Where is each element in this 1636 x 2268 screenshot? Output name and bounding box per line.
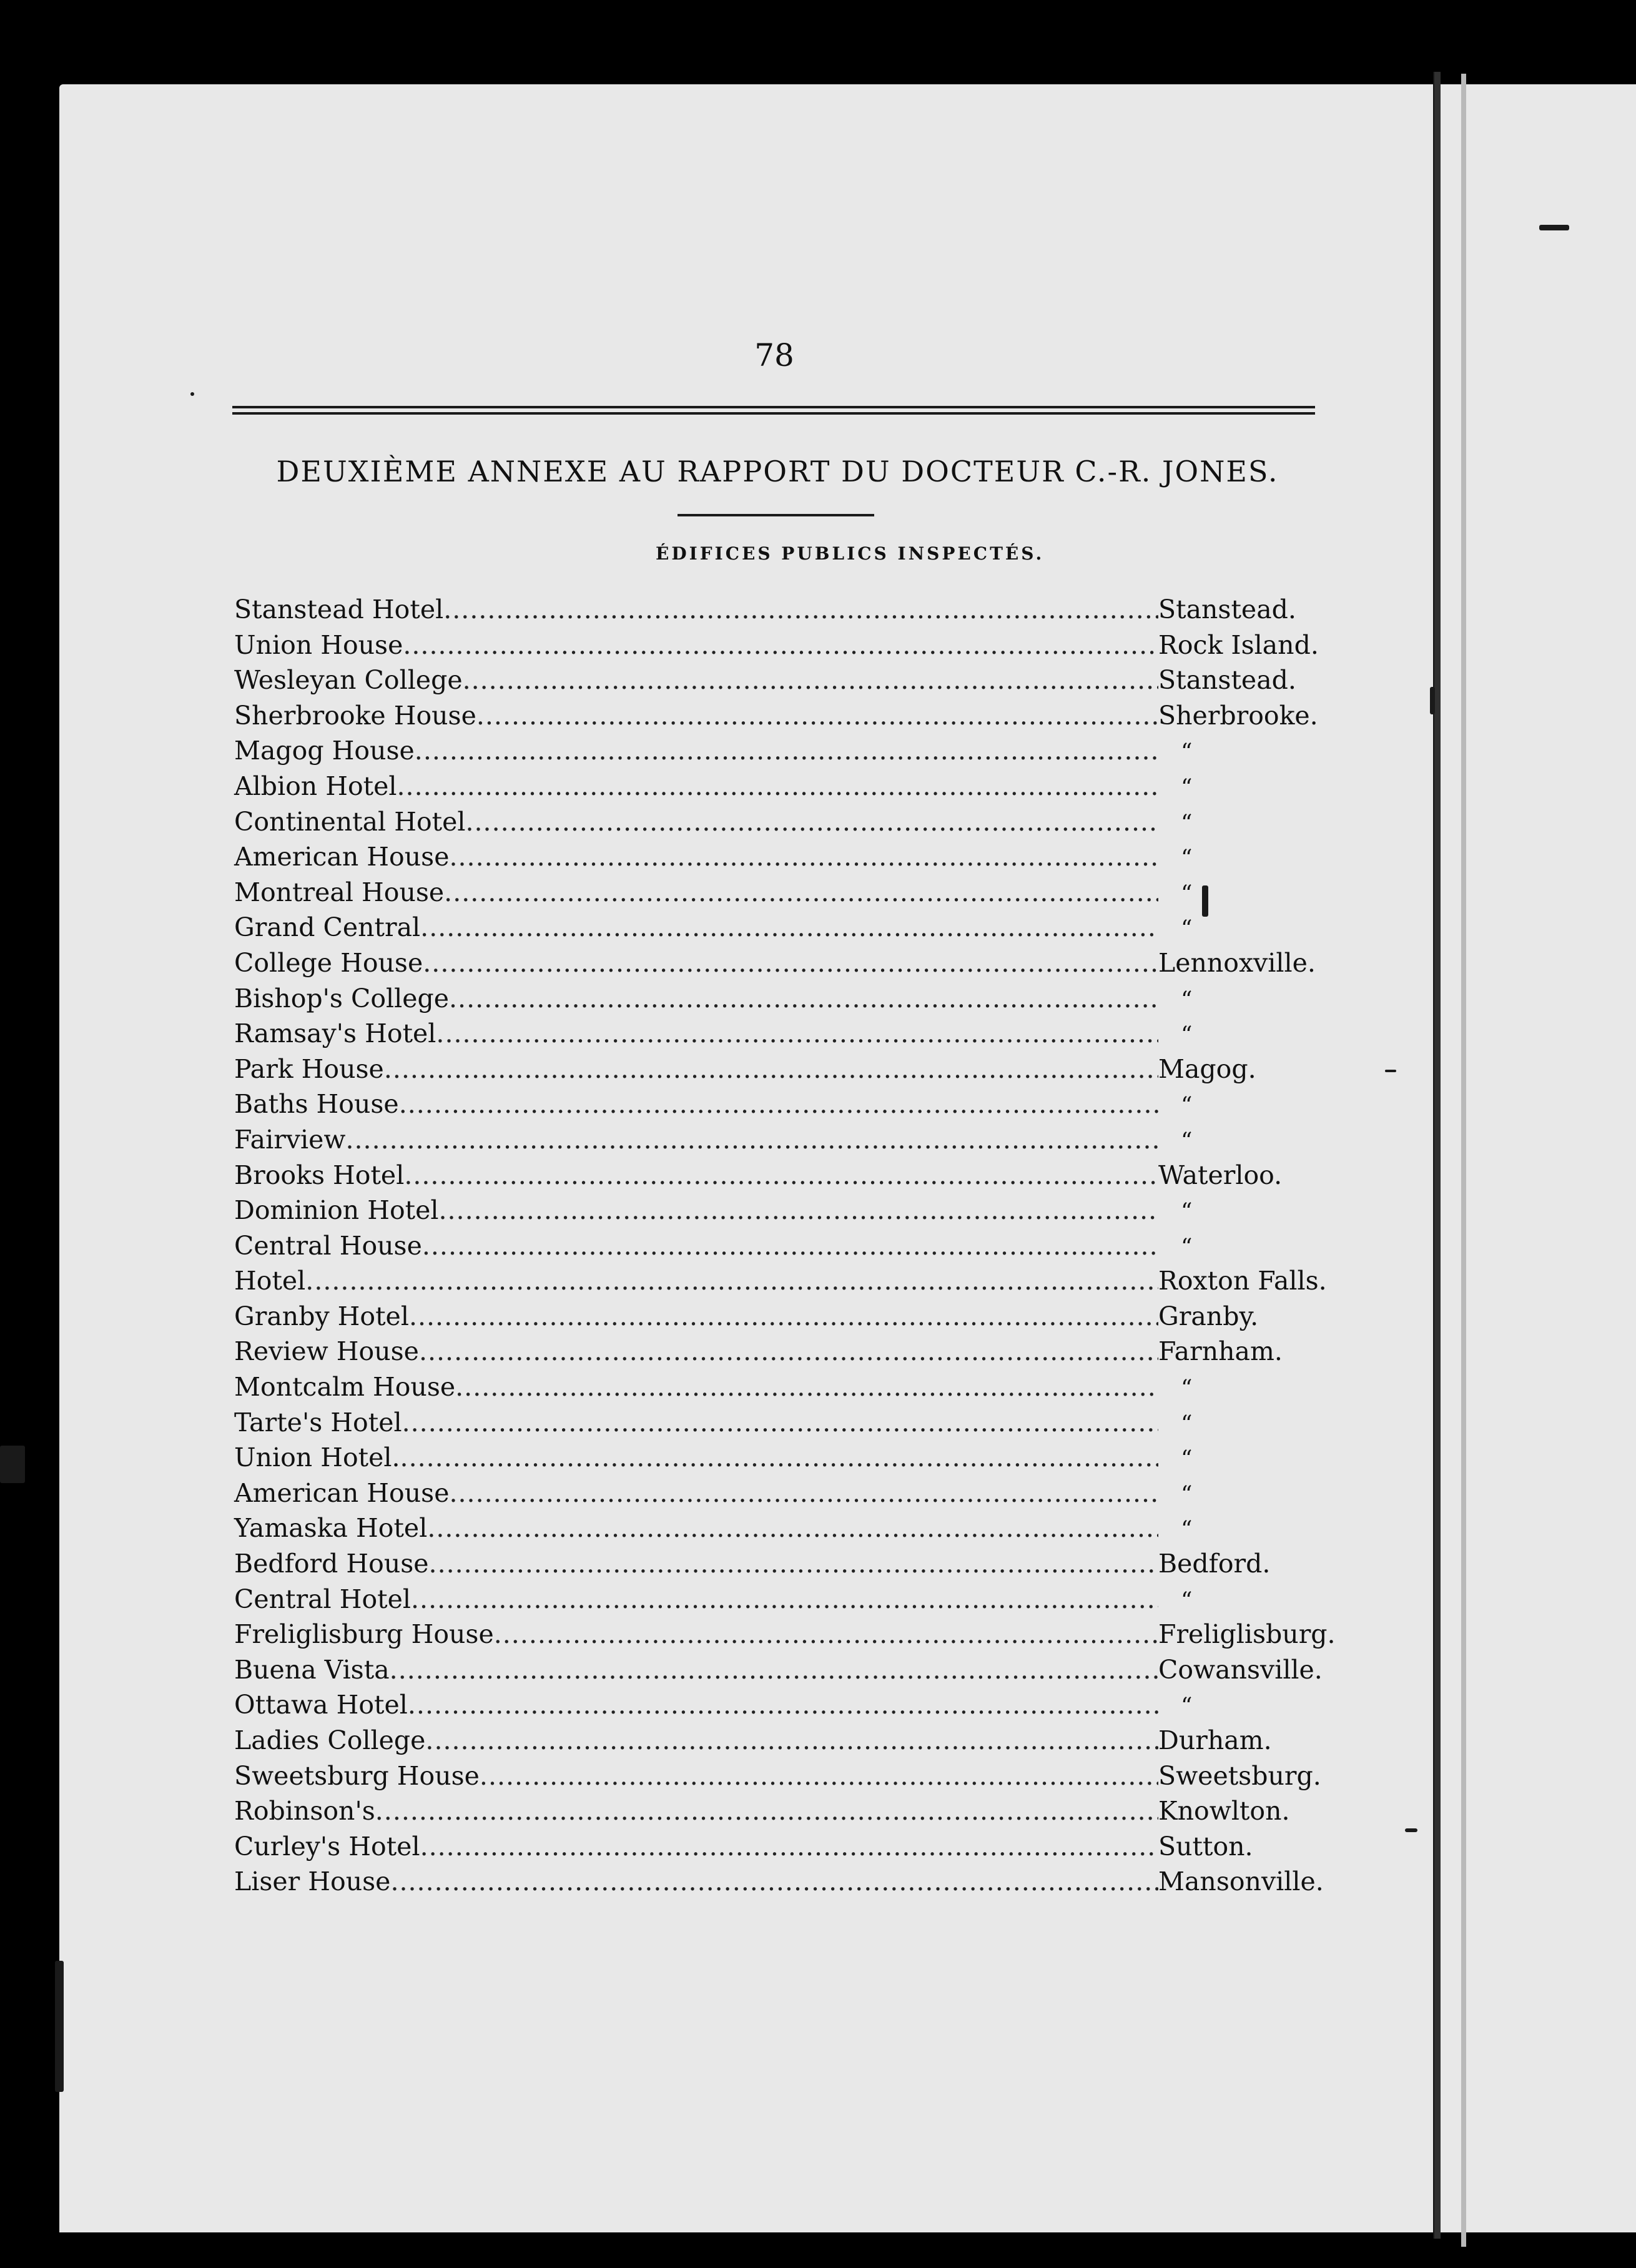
building-name: Albion Hotel xyxy=(234,771,397,801)
dot-leader xyxy=(399,1087,1158,1122)
margin-speck xyxy=(1385,1070,1396,1072)
heading-rule xyxy=(678,514,874,516)
list-item xyxy=(234,1829,1346,1865)
list-item xyxy=(234,592,1346,628)
list-item xyxy=(234,1793,1346,1829)
ditto-mark: “ xyxy=(1181,1128,1193,1154)
dot-leader xyxy=(409,1299,1158,1334)
list-item xyxy=(234,1546,1346,1582)
dot-leader xyxy=(419,1334,1158,1369)
locality-name: Rock Island. xyxy=(1158,629,1319,660)
dot-leader xyxy=(429,1546,1158,1581)
locality-name: Sweetsburg. xyxy=(1158,1760,1321,1791)
dot-leader xyxy=(444,875,1158,910)
ditto-mark: “ xyxy=(1181,1517,1193,1543)
building-name: Bishop's College xyxy=(234,983,450,1013)
ditto-mark: “ xyxy=(1181,1199,1193,1225)
ditto-mark: “ xyxy=(1181,1481,1193,1507)
ditto-mark: “ xyxy=(1181,1446,1193,1472)
dot-leader xyxy=(345,1122,1158,1157)
dot-leader xyxy=(436,1016,1158,1051)
list-item xyxy=(234,1052,1346,1087)
ditto-mark: “ xyxy=(1181,1093,1193,1119)
list-item xyxy=(234,804,1346,840)
page-number: 78 xyxy=(754,337,794,373)
list-item xyxy=(234,1193,1346,1228)
building-name: Yamaska Hotel xyxy=(234,1513,428,1544)
building-name: Dominion Hotel xyxy=(234,1195,439,1226)
list-item xyxy=(234,1334,1346,1369)
locality-name: Durham. xyxy=(1158,1725,1272,1755)
building-name: Fairview xyxy=(234,1124,346,1155)
building-name: Hotel xyxy=(234,1266,306,1296)
dot-leader xyxy=(449,839,1158,874)
building-name: Union Hotel. xyxy=(234,1442,400,1473)
margin-speck xyxy=(1405,1828,1417,1832)
dot-leader xyxy=(463,663,1158,698)
list-item xyxy=(234,1440,1346,1476)
list-item xyxy=(234,981,1346,1017)
dot-leader xyxy=(455,1369,1158,1404)
locality-name: Lennoxville. xyxy=(1158,947,1316,978)
list-item xyxy=(234,698,1346,734)
building-name: American House xyxy=(234,842,450,872)
dot-leader xyxy=(384,1052,1158,1087)
dot-leader xyxy=(438,1193,1158,1228)
list-item xyxy=(234,1369,1346,1405)
building-name: Central House xyxy=(234,1230,422,1261)
dot-leader xyxy=(390,1864,1158,1899)
ditto-mark: “ xyxy=(1181,1587,1193,1614)
ditto-mark: “ xyxy=(1181,916,1193,942)
list-item xyxy=(234,733,1346,769)
dot-leader xyxy=(443,592,1158,627)
list-item xyxy=(234,1158,1346,1193)
margin-speck xyxy=(1539,225,1569,230)
double-rule xyxy=(232,406,1315,417)
locality-name: Freliglisburg. xyxy=(1158,1619,1336,1650)
building-name: Ramsay's Hotel xyxy=(234,1018,436,1049)
building-name: Montcalm House xyxy=(234,1372,456,1403)
dot-leader xyxy=(375,1793,1158,1828)
margin-speck xyxy=(0,1446,25,1483)
ditto-mark: “ xyxy=(1181,1411,1193,1437)
building-name: Sweetsburg House xyxy=(234,1760,480,1791)
building-name: Tarte's Hotel xyxy=(234,1407,402,1437)
dot-leader xyxy=(403,628,1158,663)
building-name: Ladies College xyxy=(234,1725,426,1755)
building-name: Magog House xyxy=(234,736,415,766)
list-item xyxy=(234,1405,1346,1441)
list-item xyxy=(234,1122,1346,1158)
margin-speck xyxy=(190,392,194,396)
ditto-mark: “ xyxy=(1181,1694,1193,1720)
dot-leader xyxy=(449,981,1158,1016)
margin-speck xyxy=(1430,687,1435,714)
building-name: Ottawa Hotel xyxy=(234,1690,408,1720)
ditto-mark: “ xyxy=(1181,846,1193,872)
list-item xyxy=(234,945,1346,981)
list-item xyxy=(234,1087,1346,1122)
dot-leader xyxy=(423,945,1158,980)
building-name: Robinson's xyxy=(234,1796,375,1827)
building-name: Sherbrooke House xyxy=(234,700,476,731)
dot-leader xyxy=(404,1158,1158,1193)
locality-name: Knowlton. xyxy=(1158,1796,1290,1827)
building-name: Wesleyan College xyxy=(234,665,463,696)
list-item xyxy=(234,1652,1346,1688)
locality-name: Farnham. xyxy=(1158,1336,1283,1367)
building-name: Granby Hotel xyxy=(234,1301,409,1331)
dot-leader xyxy=(415,733,1158,768)
ditto-mark: “ xyxy=(1181,987,1193,1013)
locality-name: Sherbrooke. xyxy=(1158,700,1318,731)
adjacent-page-edge xyxy=(1461,74,1466,2247)
building-name: Bedford House xyxy=(234,1549,429,1579)
building-name: Freliglisburg House xyxy=(234,1619,494,1650)
building-name: Park House xyxy=(234,1053,384,1084)
dot-leader xyxy=(420,910,1158,945)
locality-name: Waterloo. xyxy=(1158,1160,1283,1190)
margin-speck xyxy=(55,1961,64,2092)
dot-leader xyxy=(397,769,1159,804)
list-item xyxy=(234,839,1346,875)
dot-leader xyxy=(420,1829,1158,1864)
building-name: Review House xyxy=(234,1336,419,1367)
list-item xyxy=(234,910,1346,945)
list-item xyxy=(234,1299,1346,1334)
list-item xyxy=(234,1263,1346,1299)
list-item xyxy=(234,1476,1346,1511)
locality-name: Stanstead. xyxy=(1158,665,1296,696)
dot-leader xyxy=(480,1758,1158,1793)
building-name: American House xyxy=(234,1477,450,1508)
dot-leader xyxy=(408,1687,1158,1722)
locality-name: Stanstead. xyxy=(1158,594,1296,624)
ditto-mark: “ xyxy=(1181,880,1193,907)
building-name: Union House xyxy=(234,629,403,660)
list-item xyxy=(234,1758,1346,1794)
ditto-mark: “ xyxy=(1181,1376,1193,1402)
inspected-buildings-list xyxy=(234,592,1346,1900)
locality-name: Roxton Falls. xyxy=(1158,1266,1327,1296)
ditto-mark: “ xyxy=(1181,739,1193,766)
list-item xyxy=(234,769,1346,804)
list-item xyxy=(234,663,1346,698)
section-subheading: ÉDIFICES PUBLICS INSPECTÉS. xyxy=(656,543,1045,564)
dot-leader xyxy=(305,1263,1158,1298)
list-item xyxy=(234,1511,1346,1546)
list-item xyxy=(234,1582,1346,1617)
list-item xyxy=(234,1864,1346,1900)
dot-leader xyxy=(427,1511,1158,1546)
dot-leader xyxy=(390,1652,1158,1687)
ditto-mark: “ xyxy=(1181,1234,1193,1260)
building-name: Liser House xyxy=(234,1866,391,1897)
dot-leader xyxy=(449,1476,1158,1511)
list-item xyxy=(234,1228,1346,1264)
building-name: Baths House xyxy=(234,1089,399,1120)
dot-leader xyxy=(402,1405,1158,1440)
locality-name: Mansonville. xyxy=(1158,1866,1324,1897)
locality-name: Magog. xyxy=(1158,1053,1256,1084)
locality-name: Bedford. xyxy=(1158,1549,1271,1579)
dot-leader xyxy=(465,804,1158,839)
dot-leader xyxy=(476,698,1158,733)
locality-name: Sutton. xyxy=(1158,1831,1253,1861)
dot-leader xyxy=(411,1582,1158,1617)
dot-leader xyxy=(400,1440,1158,1475)
building-name: Grand Central xyxy=(234,912,421,943)
list-item xyxy=(234,1687,1346,1723)
annex-heading: DEUXIÈME ANNEXE AU RAPPORT DU DOCTEUR C.-R. JONES. xyxy=(276,455,1279,488)
building-name: Brooks Hotel xyxy=(234,1160,405,1190)
building-name: College House xyxy=(234,947,423,978)
building-name: Continental Hotel xyxy=(234,806,466,837)
list-item xyxy=(234,628,1346,663)
page-fold-edge xyxy=(1433,72,1441,2239)
dot-leader xyxy=(425,1723,1158,1758)
ditto-mark: “ xyxy=(1181,774,1193,801)
building-name: Curley's Hotel xyxy=(234,1831,420,1861)
ditto-mark: “ xyxy=(1181,810,1193,836)
locality-name: Cowansville. xyxy=(1158,1654,1323,1685)
dot-leader xyxy=(422,1228,1158,1263)
list-item xyxy=(234,1617,1346,1652)
ditto-mark: “ xyxy=(1181,1022,1193,1048)
list-item xyxy=(234,1723,1346,1758)
list-item xyxy=(234,1016,1346,1052)
locality-name: Granby. xyxy=(1158,1301,1259,1331)
building-name: Stanstead Hotel xyxy=(234,594,444,624)
list-item xyxy=(234,875,1346,910)
building-name: Montreal House xyxy=(234,877,445,907)
building-name: Buena Vista xyxy=(234,1654,390,1685)
dot-leader xyxy=(494,1617,1158,1652)
building-name: Central Hotel xyxy=(234,1584,411,1614)
